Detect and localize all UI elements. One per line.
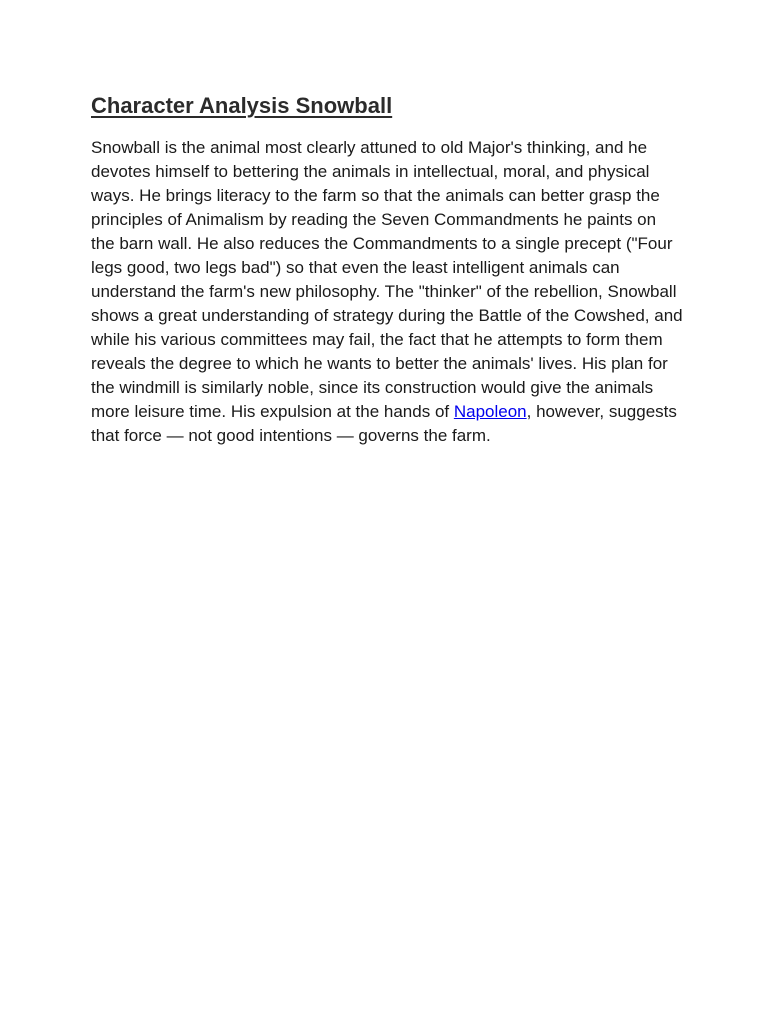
body-paragraph [91,136,683,448]
napoleon-link[interactable]: Napoleon [453,402,527,421]
paragraph-text-before-link: Snowball is the animal most clearly attuned to old Major's thinking, and he devotes himself to bettering the animals in intellectual, moral, and physical ways. He brings literacy to the farm so that the animals can better grasp the principles of Animalism by reading the Seven Commandments he paints on the barn wall. He also reduces the Commandments to a single precept ("Four legs good, two legs bad") so that even the least intelligent animals can understand the farm's new philosophy. The "thinker" of the rebellion, Snowball shows a great understanding of strategy during the Battle of the Cowshed, and while his various committees may fail, the fact that he attempts to form them reveals the degree to which he wants to better the animals' lives. His plan for the windmill is similarly noble, since its construction would give the animals more leisure time. His expulsion at the hands of [91,138,683,421]
page-title: Character Analysis Snowball [91,93,393,118]
document-content [91,92,683,448]
paragraph-text-after-link: , however, suggests that force — not good intentions — governs the farm. [91,402,677,445]
